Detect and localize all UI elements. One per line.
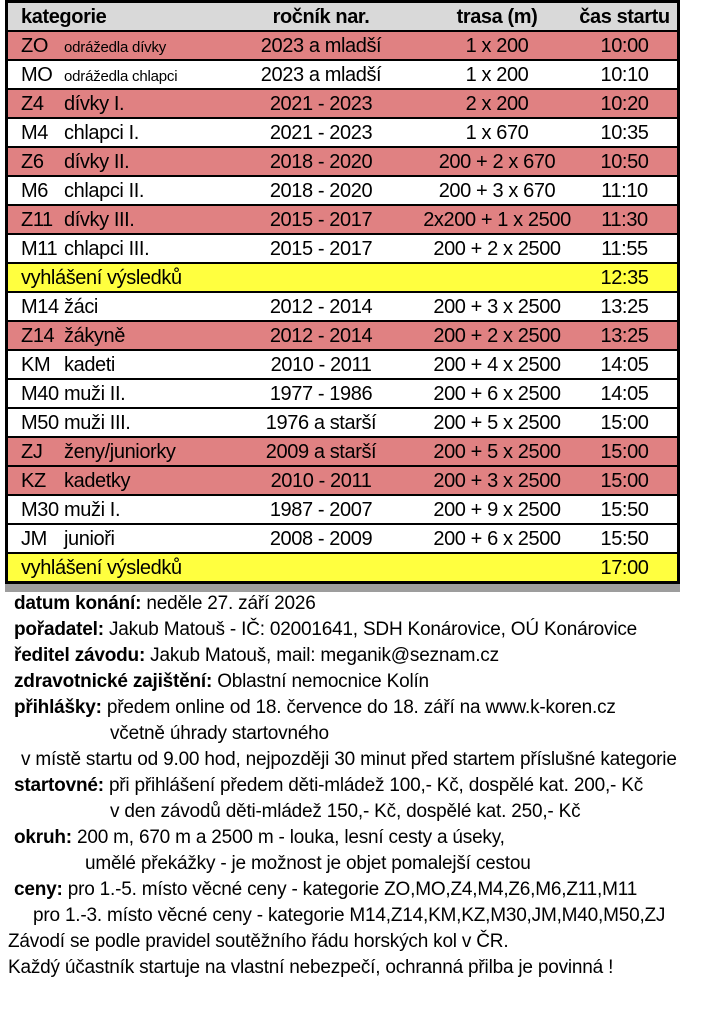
category-code: M40 bbox=[21, 382, 59, 405]
track-cell: 200 + 9 x 2500 bbox=[433, 498, 561, 521]
category-cell bbox=[8, 413, 220, 433]
info-line: v den závodů děti-mládež 150,- Kč, dospělé kat. 250,- Kč bbox=[110, 801, 581, 822]
category-cell bbox=[8, 355, 220, 375]
start-time-cell: 14:05 bbox=[600, 353, 649, 376]
category-name: junioři bbox=[64, 527, 115, 550]
info-line: startovné: při přihlášení předem děti-mládež 100,- Kč, dospělé kat. 200,- Kč bbox=[14, 775, 643, 796]
category-code: Z4 bbox=[21, 92, 44, 115]
track-cell: 200 + 2 x 670 bbox=[438, 150, 556, 173]
birth-year-cell: 2015 - 2017 bbox=[269, 237, 373, 260]
birth-year-cell: 2015 - 2017 bbox=[269, 208, 373, 231]
category-name: muži I. bbox=[64, 498, 121, 521]
info-line: okruh: 200 m, 670 m a 2500 m - louka, lesní cesty a úseky, bbox=[14, 827, 505, 848]
category-cell bbox=[8, 297, 220, 317]
track-cell: 2 x 200 bbox=[465, 92, 529, 115]
schedule-table bbox=[5, 0, 680, 584]
start-time-cell: 17:00 bbox=[600, 556, 649, 579]
category-row bbox=[8, 351, 677, 380]
info-line: zdravotnické zajištění: Oblastní nemocnice Kolín bbox=[14, 671, 429, 692]
birth-year-cell: 2018 - 2020 bbox=[269, 150, 373, 173]
category-cell bbox=[8, 529, 220, 549]
announcement-row bbox=[8, 554, 677, 581]
category-cell bbox=[8, 384, 220, 404]
birth-year-cell: 2008 - 2009 bbox=[269, 527, 373, 550]
info-line-label: datum konání: bbox=[14, 593, 142, 614]
category-cell bbox=[8, 123, 220, 143]
info-line: Závodí se podle pravidel soutěžního řádu horských kol v ČR. bbox=[8, 931, 509, 952]
track-cell: 200 + 2 x 2500 bbox=[433, 237, 561, 260]
category-cell bbox=[8, 326, 220, 346]
info-line: ředitel závodu: Jakub Matouš, mail: meganik@seznam.cz bbox=[14, 645, 499, 666]
category-code: ZO bbox=[21, 34, 48, 57]
info-line: Každý účastník startuje na vlastní nebezpečí, ochranná přilba je povinná ! bbox=[8, 957, 614, 978]
category-name: chlapci I. bbox=[64, 121, 139, 144]
birth-year-cell: 2021 - 2023 bbox=[269, 92, 373, 115]
info-line: ceny: pro 1.-5. místo věcné ceny - kategorie ZO,MO,Z4,M4,Z6,M6,Z11,M11 bbox=[14, 879, 638, 900]
start-time-cell: 15:50 bbox=[600, 527, 649, 550]
category-row bbox=[8, 119, 677, 148]
category-name: odrážedla chlapci bbox=[64, 67, 178, 85]
birth-year-cell: 2009 a starší bbox=[265, 440, 377, 463]
start-time-cell: 13:25 bbox=[600, 324, 649, 347]
category-name: muži III. bbox=[64, 411, 131, 434]
category-row bbox=[8, 409, 677, 438]
announcement-row bbox=[8, 264, 677, 293]
category-row bbox=[8, 61, 677, 90]
track-cell: 2x200 + 1 x 2500 bbox=[423, 208, 571, 231]
birth-year-cell: 2010 - 2011 bbox=[270, 353, 372, 376]
category-code: M6 bbox=[21, 179, 48, 202]
category-row bbox=[8, 177, 677, 206]
track-cell: 1 x 670 bbox=[465, 121, 529, 144]
category-code: KM bbox=[21, 353, 51, 376]
category-code: M30 bbox=[21, 498, 59, 521]
info-line: včetně úhrady startovného bbox=[110, 723, 329, 744]
track-cell: 1 x 200 bbox=[465, 34, 529, 57]
category-code: Z6 bbox=[21, 150, 44, 173]
birth-year-cell: 2010 - 2011 bbox=[270, 469, 372, 492]
info-line: datum konání: neděle 27. září 2026 bbox=[14, 593, 316, 614]
track-cell: 200 + 5 x 2500 bbox=[433, 440, 561, 463]
category-code: Z11 bbox=[21, 208, 53, 231]
category-row bbox=[8, 380, 677, 409]
track-cell: 200 + 6 x 2500 bbox=[433, 527, 561, 550]
category-name: žákyně bbox=[64, 324, 125, 347]
announcement-label: vyhlášení výsledků bbox=[21, 556, 182, 579]
start-time-cell: 15:00 bbox=[600, 440, 649, 463]
column-header-trasa: trasa (m) bbox=[456, 5, 538, 28]
category-row bbox=[8, 525, 677, 554]
category-row bbox=[8, 206, 677, 235]
start-time-cell: 10:50 bbox=[600, 150, 649, 173]
category-name: muži II. bbox=[64, 382, 126, 405]
birth-year-cell: 2018 - 2020 bbox=[269, 179, 373, 202]
category-code: KZ bbox=[21, 469, 46, 492]
start-time-cell: 11:55 bbox=[601, 237, 648, 260]
birth-year-cell: 2023 a mladší bbox=[260, 63, 382, 86]
category-code: Z14 bbox=[21, 324, 55, 347]
birth-year-cell: 1987 - 2007 bbox=[269, 498, 373, 521]
category-code: M11 bbox=[21, 237, 58, 260]
category-code: JM bbox=[21, 527, 47, 550]
birth-year-cell: 1977 - 1986 bbox=[269, 382, 373, 405]
start-time-cell: 11:10 bbox=[601, 179, 648, 202]
category-cell bbox=[8, 442, 220, 462]
category-name: chlapci III. bbox=[64, 237, 150, 260]
info-line-label: okruh: bbox=[14, 827, 72, 848]
category-name: dívky II. bbox=[64, 150, 130, 173]
category-name: dívky I. bbox=[64, 92, 125, 115]
birth-year-cell: 2021 - 2023 bbox=[269, 121, 373, 144]
column-header-kategorie: kategorie bbox=[21, 5, 107, 28]
category-cell bbox=[8, 500, 220, 520]
info-section bbox=[0, 591, 724, 981]
birth-year-cell: 2023 a mladší bbox=[260, 34, 382, 57]
category-code: ZJ bbox=[21, 440, 43, 463]
category-row bbox=[8, 438, 677, 467]
track-cell: 200 + 4 x 2500 bbox=[433, 353, 561, 376]
category-row bbox=[8, 496, 677, 525]
birth-year-cell: 2012 - 2014 bbox=[269, 324, 373, 347]
category-name: žáci bbox=[64, 295, 98, 318]
start-time-cell: 15:50 bbox=[600, 498, 649, 521]
info-line-label: zdravotnické zajištění: bbox=[14, 671, 213, 692]
table-header-row bbox=[8, 3, 677, 32]
column-header-rocnik-nar: ročník nar. bbox=[272, 5, 370, 28]
start-time-cell: 10:10 bbox=[600, 63, 649, 86]
info-line: pořadatel: Jakub Matouš - IČ: 02001641, SDH Konárovice, OÚ Konárovice bbox=[14, 619, 638, 640]
category-code: MO bbox=[21, 63, 53, 86]
category-row bbox=[8, 235, 677, 264]
category-row bbox=[8, 293, 677, 322]
category-cell bbox=[8, 94, 220, 114]
birth-year-cell: 1976 a starší bbox=[265, 411, 377, 434]
category-code: M50 bbox=[21, 411, 59, 434]
category-code: M14 bbox=[21, 295, 59, 318]
category-cell bbox=[8, 210, 220, 230]
start-time-cell: 15:00 bbox=[600, 469, 649, 492]
start-time-cell: 13:25 bbox=[600, 295, 649, 318]
announcement-label: vyhlášení výsledků bbox=[21, 266, 182, 289]
track-cell: 200 + 3 x 670 bbox=[438, 179, 556, 202]
category-cell bbox=[8, 181, 220, 201]
start-time-cell: 14:05 bbox=[600, 382, 649, 405]
category-name: odrážedla dívky bbox=[64, 38, 167, 56]
table-body bbox=[8, 32, 677, 581]
category-name: kadetky bbox=[64, 469, 131, 492]
category-row bbox=[8, 90, 677, 119]
category-name: kadeti bbox=[64, 353, 115, 376]
category-row bbox=[8, 32, 677, 61]
info-line-label: startovné: bbox=[14, 775, 104, 796]
track-cell: 200 + 3 x 2500 bbox=[433, 295, 561, 318]
track-cell: 1 x 200 bbox=[465, 63, 529, 86]
start-time-cell: 15:00 bbox=[600, 411, 649, 434]
category-cell bbox=[8, 65, 220, 85]
category-cell bbox=[8, 36, 220, 56]
category-name: ženy/juniorky bbox=[64, 440, 176, 463]
category-name: chlapci II. bbox=[64, 179, 145, 202]
category-cell bbox=[8, 471, 220, 491]
track-cell: 200 + 3 x 2500 bbox=[433, 469, 561, 492]
info-line: v místě startu od 9.00 hod, nejpozději 30 minut před startem příslušné kategorie bbox=[21, 749, 677, 770]
category-row bbox=[8, 467, 677, 496]
birth-year-cell: 2012 - 2014 bbox=[269, 295, 373, 318]
info-line-label: přihlášky: bbox=[14, 697, 102, 718]
start-time-cell: 10:00 bbox=[600, 34, 649, 57]
start-time-cell: 12:35 bbox=[600, 266, 649, 289]
track-cell: 200 + 2 x 2500 bbox=[433, 324, 561, 347]
info-line-label: pořadatel: bbox=[14, 619, 104, 640]
info-line: přihlášky: předem online od 18. července do 18. září na www.k-koren.cz bbox=[14, 697, 616, 718]
start-time-cell: 11:30 bbox=[601, 208, 648, 231]
start-time-cell: 10:20 bbox=[600, 92, 649, 115]
track-cell: 200 + 5 x 2500 bbox=[433, 411, 561, 434]
info-line: umělé překážky - je možnost je objet pomalejší cestou bbox=[85, 853, 531, 874]
category-row bbox=[8, 322, 677, 351]
track-cell: 200 + 6 x 2500 bbox=[433, 382, 561, 405]
category-row bbox=[8, 148, 677, 177]
column-header-cas-startu: čas startu bbox=[579, 5, 670, 28]
category-cell bbox=[8, 152, 220, 172]
start-time-cell: 10:35 bbox=[600, 121, 649, 144]
category-code: M4 bbox=[21, 121, 48, 144]
category-cell bbox=[8, 239, 220, 259]
info-line-label: ceny: bbox=[14, 879, 63, 900]
category-name: dívky III. bbox=[64, 208, 135, 231]
info-line: pro 1.-3. místo věcné ceny - kategorie M14,Z14,KM,KZ,M30,JM,M40,M50,ZJ bbox=[33, 905, 666, 926]
info-line-label: ředitel závodu: bbox=[14, 645, 146, 666]
